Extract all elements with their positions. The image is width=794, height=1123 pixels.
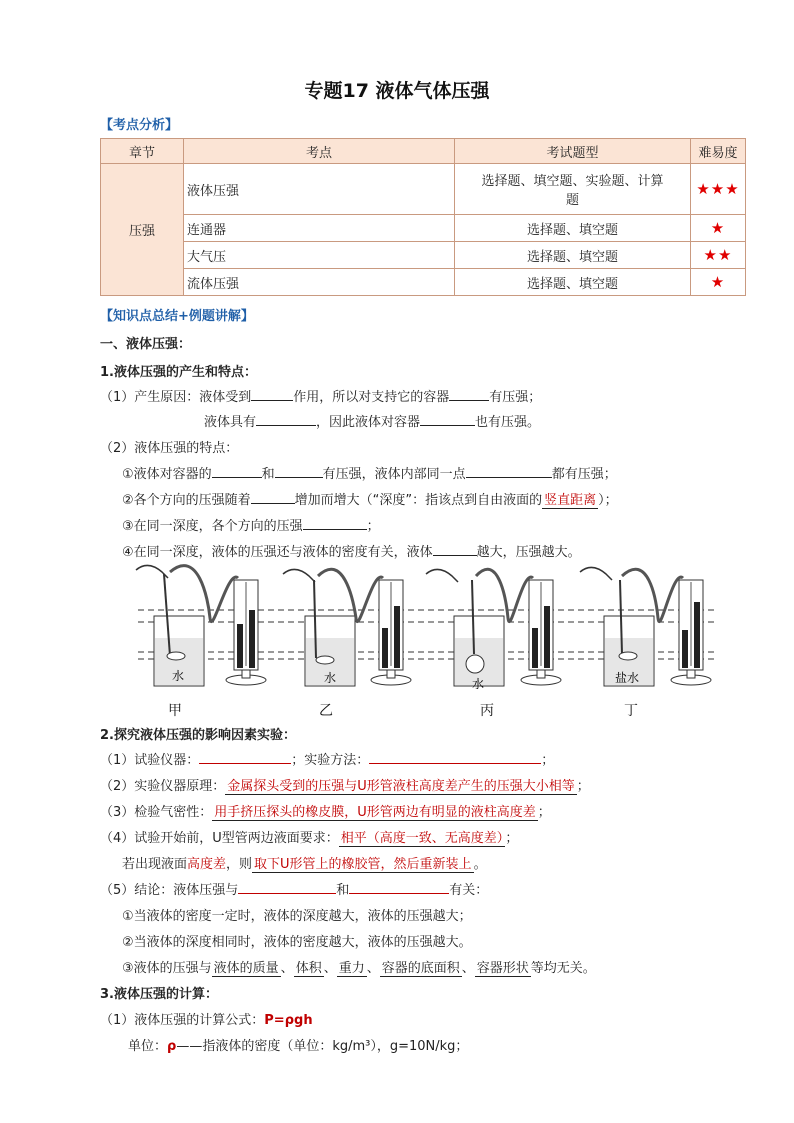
difficulty-stars: ★ xyxy=(691,269,746,296)
table-header: 考点 xyxy=(184,139,455,164)
setup-ding xyxy=(580,567,711,686)
line-conclusion-1: ①当液体的密度一定时，液体的深度越大，液体的压强越大； xyxy=(122,909,472,924)
text: ； xyxy=(505,831,519,846)
fill-blank xyxy=(251,489,295,504)
text: （1）试验仪器： xyxy=(100,753,200,768)
fill-blank xyxy=(251,386,293,401)
table-row xyxy=(101,242,746,269)
text: 有压强； xyxy=(489,390,542,405)
type-line: 选择题、填空题、实验题、计算 xyxy=(481,174,664,189)
fill-blank xyxy=(349,879,449,894)
text: 、 xyxy=(461,961,475,976)
subheading-origin: 1.液体压强的产生和特点： xyxy=(100,365,257,380)
unrelated-factor: 容器的底面积 xyxy=(381,961,460,976)
pressure-experiment-figure xyxy=(128,558,728,690)
answer-level: 相平（高度一致、无高度差） xyxy=(340,831,504,846)
text: ，因此液体对容器 xyxy=(316,415,421,430)
line-conclusion xyxy=(100,879,488,898)
table-header: 章节 xyxy=(101,139,184,164)
text: 增加而增大（“深度”：指该点到自由液面的 xyxy=(294,493,543,508)
liquid-label: 水 xyxy=(324,671,337,685)
heading-liquid-pressure: 一、液体压强： xyxy=(100,337,192,352)
difficulty-stars: ★★★ xyxy=(691,164,746,215)
subheading-experiment: 2.探究液体压强的影响因素实验： xyxy=(100,728,296,743)
rho-symbol: ρ xyxy=(167,1039,177,1054)
table-row xyxy=(101,164,746,215)
fill-blank xyxy=(199,749,291,764)
fill-blank xyxy=(303,515,367,530)
type-cell: 选择题、填空题 xyxy=(455,215,691,242)
text: （5）结论：液体压强与 xyxy=(100,883,239,898)
text: ，则 xyxy=(226,857,253,872)
line-unit xyxy=(128,1035,468,1054)
text: 、 xyxy=(323,961,337,976)
text: ——指液体的密度（单位：kg/m³），g=10N/kg； xyxy=(176,1039,469,1054)
text: （1）液体压强的计算公式： xyxy=(100,1013,265,1028)
setup-yi xyxy=(283,569,411,686)
point-cell: 流体压强 xyxy=(184,269,455,296)
figure-label-bing: 丙 xyxy=(480,703,494,719)
fill-blank xyxy=(275,463,323,478)
text: （4）试验开始前，U型管两边液面要求： xyxy=(100,831,339,846)
text: （1）产生原因：液体受到 xyxy=(100,390,252,405)
table-header: 考试题型 xyxy=(455,139,691,164)
line-conclusion-3 xyxy=(122,957,596,976)
type-cell: 选择题、填空题 xyxy=(455,242,691,269)
line-feature-3 xyxy=(122,515,380,534)
setup-jia xyxy=(136,565,266,686)
unrelated-factor: 体积 xyxy=(295,961,322,976)
text: ； xyxy=(541,753,555,768)
fill-blank xyxy=(212,463,262,478)
text: ③在同一深度，各个方向的压强 xyxy=(122,519,303,534)
figure-label-ding: 丁 xyxy=(624,703,638,719)
text: ；实验方法： xyxy=(291,753,370,768)
section-heading-analysis: 【考点分析】 xyxy=(100,118,179,133)
text: 。 xyxy=(473,857,487,872)
line-formula xyxy=(100,1009,313,1028)
table-header-row xyxy=(101,139,746,164)
chapter-cell: 压强 xyxy=(101,164,184,296)
text: ； xyxy=(537,805,551,820)
text: ； xyxy=(576,779,590,794)
page-title: 专题17 液体气体压强 xyxy=(304,80,490,102)
point-cell: 大气压 xyxy=(184,242,455,269)
line-feature-2 xyxy=(122,489,618,508)
figure-label-jia: 甲 xyxy=(168,703,182,719)
text: ②各个方向的压强随着 xyxy=(122,493,251,508)
liquid-label: 盐水 xyxy=(615,671,640,685)
text: ）； xyxy=(598,493,618,508)
line-features-heading: （2）液体压强的特点： xyxy=(100,441,239,456)
table-row xyxy=(101,269,746,296)
fill-blank xyxy=(433,541,477,556)
line-level-requirement xyxy=(100,827,518,846)
text: ； xyxy=(366,519,380,534)
fill-blank xyxy=(449,386,489,401)
subheading-calculation: 3.液体压强的计算： xyxy=(100,987,218,1002)
difficulty-stars: ★★ xyxy=(691,242,746,269)
figure-label-yi: 乙 xyxy=(319,703,333,719)
answer-airtight: 用手挤压探头的橡皮膜，U形管两边有明显的液柱高度差 xyxy=(214,805,536,820)
text: 若出现液面 xyxy=(122,857,188,872)
point-cell: 液体压强 xyxy=(184,164,455,215)
setup-bing xyxy=(426,569,561,690)
fill-blank xyxy=(420,411,475,426)
answer-principle: 金属探头受到的压强与U形管液柱高度差产生的压强大小相等 xyxy=(227,779,575,794)
liquid-label: 水 xyxy=(172,669,185,683)
type-cell: 选择题、填空题 xyxy=(455,269,691,296)
line-instrument xyxy=(100,749,554,768)
liquid-label: 水 xyxy=(472,677,485,690)
text: 越大，压强越大。 xyxy=(476,545,581,560)
text: 有关： xyxy=(449,883,489,898)
text: 和 xyxy=(261,467,275,482)
line-principle xyxy=(100,775,590,794)
table-header: 难易度 xyxy=(691,139,746,164)
unrelated-factor: 重力 xyxy=(338,961,365,976)
text: （2）实验仪器原理： xyxy=(100,779,226,794)
highlight-height-diff: 高度差 xyxy=(187,857,227,872)
text: 液体具有 xyxy=(204,415,257,430)
type-line: 题 xyxy=(565,193,579,208)
text: （3）检验气密性： xyxy=(100,805,213,820)
section-heading-knowledge: 【知识点总结+例题讲解】 xyxy=(100,309,254,324)
text: 也有压强。 xyxy=(475,415,541,430)
text: 等均无关。 xyxy=(530,961,596,976)
text: ④在同一深度，液体的压强还与液体的密度有关，液体 xyxy=(122,545,433,560)
line-airtight xyxy=(100,801,551,820)
answer-vertical-distance: 竖直距离 xyxy=(544,493,597,508)
exam-point-table xyxy=(100,138,746,296)
line-cause xyxy=(100,386,541,405)
fill-blank xyxy=(238,879,336,894)
text: ①液体对容器的 xyxy=(122,467,212,482)
fill-blank xyxy=(466,463,552,478)
fill-blank xyxy=(369,749,541,764)
text: 有压强，液体内部同一点 xyxy=(322,467,466,482)
table-row xyxy=(101,215,746,242)
text: 单位： xyxy=(128,1039,168,1054)
difficulty-stars: ★ xyxy=(691,215,746,242)
line-cause-2 xyxy=(204,411,540,430)
text: 都有压强； xyxy=(551,467,617,482)
line-conclusion-2: ②当液体的深度相同时，液体的密度越大，液体的压强越大。 xyxy=(122,935,472,950)
type-cell xyxy=(455,164,691,215)
answer-fix: 取下U形管上的橡胶管，然后重新装上 xyxy=(254,857,472,872)
formula: P=ρgh xyxy=(264,1013,313,1028)
fill-blank xyxy=(256,411,316,426)
unrelated-factor: 液体的质量 xyxy=(213,961,279,976)
text: 和 xyxy=(336,883,350,898)
line-level-fix xyxy=(122,853,487,872)
text: 、 xyxy=(366,961,380,976)
unrelated-factor: 容器形状 xyxy=(476,961,529,976)
text: ③液体的压强与 xyxy=(122,961,212,976)
text: 作用，所以对支持它的容器 xyxy=(293,390,450,405)
text: 、 xyxy=(280,961,294,976)
line-feature-1 xyxy=(122,463,617,482)
point-cell: 连通器 xyxy=(184,215,455,242)
